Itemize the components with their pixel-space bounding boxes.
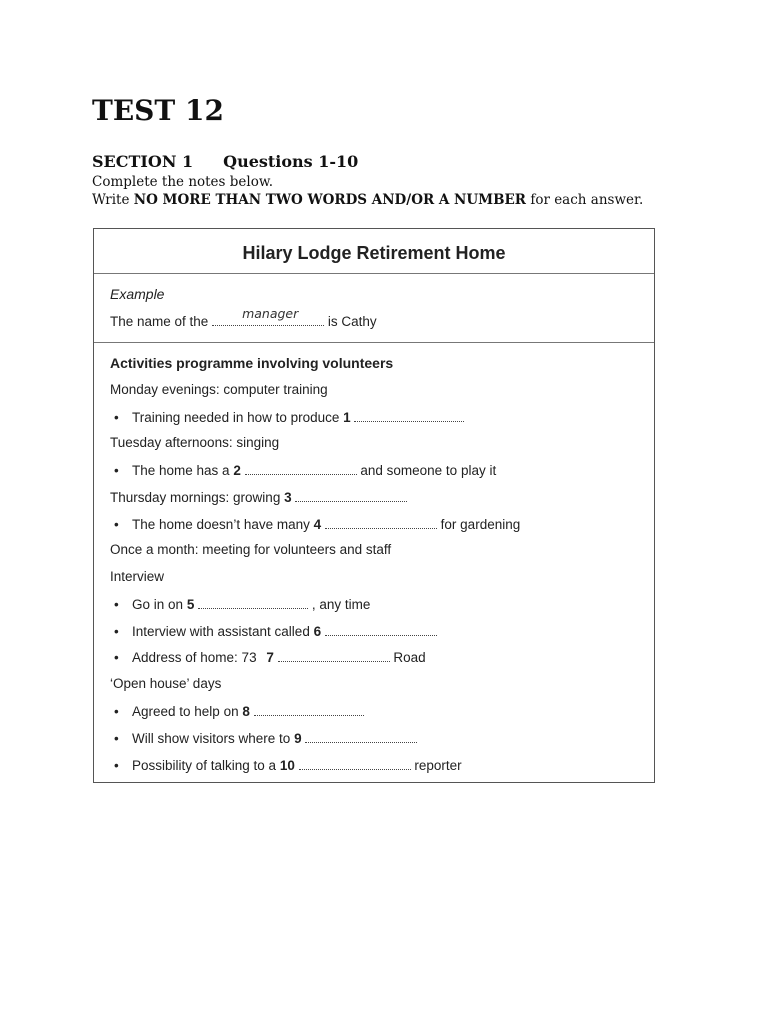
q1-blank[interactable] [354,409,464,422]
q4-blank[interactable] [325,516,437,529]
q6-number: 6 [313,624,322,639]
bullet: • [114,758,119,773]
bullet: • [114,463,119,478]
q7-text: Address of home: 73 [132,650,257,665]
bullet: • [114,517,119,532]
instruction-word-limit [92,192,643,208]
q9-text: Will show visitors where to [132,731,291,746]
tuesday-line: Tuesday afternoons: singing [110,435,280,450]
q6-blank[interactable] [325,623,437,636]
q10-text: Possibility of talking to a [132,758,277,773]
q8-item [114,703,364,719]
q10-post: reporter [414,758,462,773]
q1-text: Training needed in how to produce [132,410,340,425]
q1-number: 1 [343,410,351,425]
monthly-line: Once a month: meeting for volunteers and staff [110,542,392,557]
q4-post: for gardening [440,517,521,532]
test-title: TEST 12 [92,94,224,127]
q5-blank[interactable] [198,596,308,609]
q6-text: Interview with assistant called [132,624,310,639]
instruction-complete: Complete the notes below. [92,174,274,190]
q10-number: 10 [279,758,295,773]
bullet: • [114,597,119,612]
q5-number: 5 [186,597,195,612]
open-house-heading: ‘Open house’ days [110,676,222,691]
questions-range: Questions 1-10 [223,152,359,171]
q5-post: , any time [311,597,371,612]
bullet: • [114,731,119,746]
box-title: Hilary Lodge Retirement Home [94,229,654,274]
q9-blank[interactable] [305,730,417,743]
q2-blank[interactable] [245,462,357,475]
bullet: • [114,624,119,639]
example-section [94,274,654,343]
instruction-bold: NO MORE THAN TWO WORDS AND/OR A NUMBER [133,192,527,208]
example-blank [212,306,324,329]
instruction-suffix: for each answer. [526,192,644,208]
interview-heading: Interview [110,569,165,584]
q7-number: 7 [266,650,274,665]
q8-blank[interactable] [254,703,364,716]
example-answer: manager [242,306,299,321]
bullet: • [114,650,119,665]
notes-box [93,228,655,783]
q6-item [114,623,437,639]
thursday-line [110,489,407,505]
q4-item [114,516,520,532]
section-label: SECTION 1 [92,152,194,171]
q1-item [114,409,464,425]
q9-number: 9 [294,731,302,746]
q3-number: 3 [284,490,292,505]
instruction-prefix: Write [92,192,134,208]
bullet: • [114,410,119,425]
q10-item [114,757,462,773]
activities-heading: Activities programme involving volunteers [110,355,394,371]
q4-text: The home doesn’t have many [132,517,310,532]
q9-item [114,730,417,746]
q2-text: The home has a [132,463,230,478]
section-heading [92,152,358,171]
q8-text: Agreed to help on [132,704,239,719]
q5-text: Go in on [132,597,184,612]
q8-number: 8 [242,704,250,719]
q3-blank[interactable] [295,489,407,502]
example-sentence [110,306,377,329]
example-post: is Cathy [327,314,377,329]
q2-item [114,462,496,478]
example-pre: The name of the [110,314,209,329]
q2-post: and someone to play it [360,463,497,478]
q7-item [114,649,426,665]
thursday-text: Thursday mornings: growing [110,490,281,505]
q10-blank[interactable] [299,757,411,770]
q2-number: 2 [233,463,241,478]
q5-item [114,596,370,612]
example-label: Example [110,286,165,302]
bullet: • [114,704,119,719]
q4-number: 4 [313,517,322,532]
q7-blank[interactable] [278,649,390,662]
monday-line: Monday evenings: computer training [110,382,328,397]
q7-post: Road [393,650,426,665]
